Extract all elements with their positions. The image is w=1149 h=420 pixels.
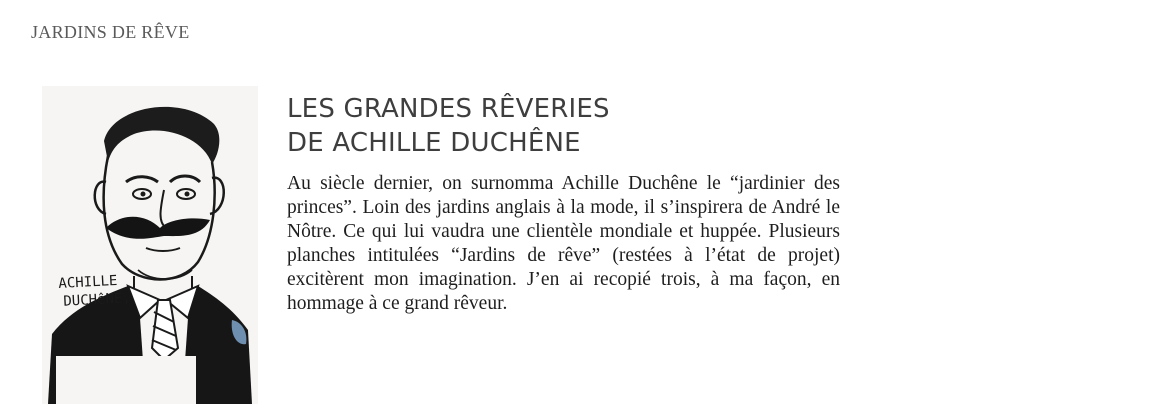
portrait-caption [58,271,131,311]
article-body: Au siècle dernier, on surnomma Achille Duchêne le “jardinier des princes”. Loin des jardins anglais à la mode, il s’inspirera de André le Nôtre. Ce qui lui vaudra une clientèle mondiale et huppée. Plusieurs planches intitulées “Jardins de rêve” (restées à l’état de projet) excitèrent mon imagination. J’en ai recopié trois, à ma façon, en hommage à ce grand rêveur. [287,173,840,314]
section-label: JARDINS DE RÊVE [31,22,190,42]
article-title-line2: DE ACHILLE DUCHÊNE [287,128,581,158]
portrait-illustration [42,86,258,404]
article-title-line1: LES GRANDES RÊVERIES [287,94,610,124]
article-title [287,92,610,160]
portrait-caption-line1: ACHILLE [58,272,118,292]
portrait-caption-line2: DUCHêNE, [62,290,132,310]
